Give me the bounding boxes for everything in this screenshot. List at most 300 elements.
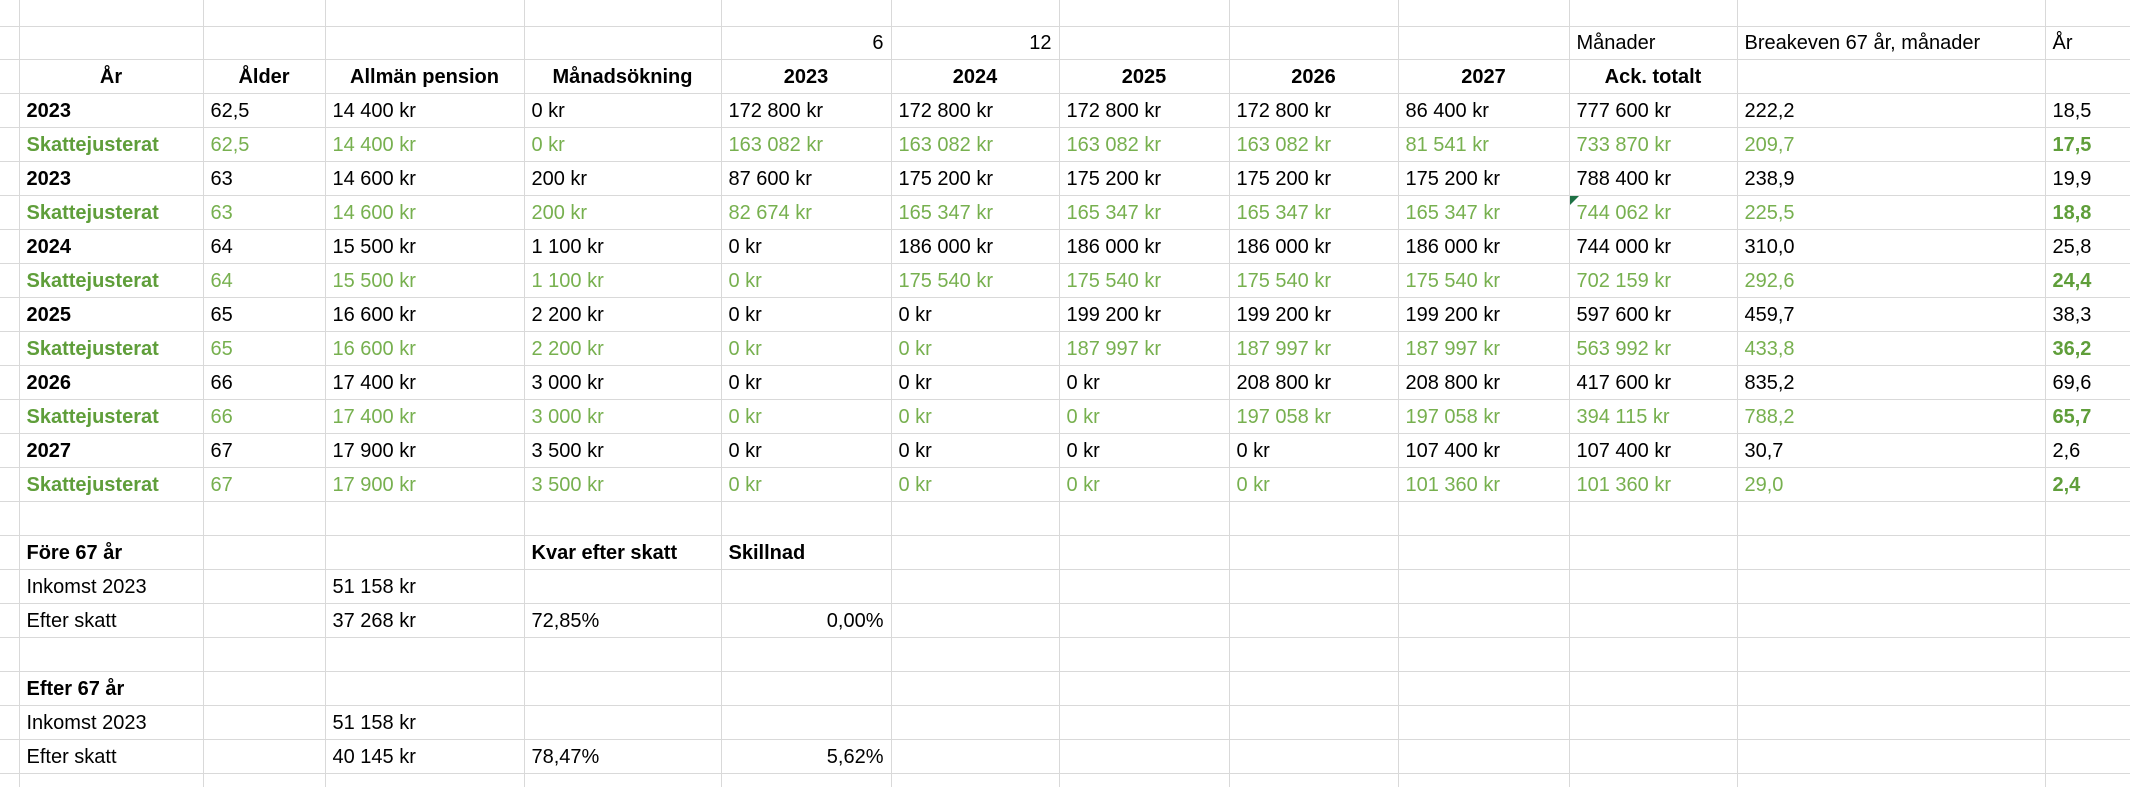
cell[interactable] — [325, 536, 524, 570]
cell[interactable] — [524, 502, 721, 536]
cell[interactable]: 175 200 kr — [1398, 162, 1569, 196]
cell[interactable]: 37 268 kr — [325, 604, 524, 638]
cell[interactable] — [2045, 638, 2130, 672]
cell[interactable]: 186 000 kr — [1059, 230, 1229, 264]
cell[interactable]: 30,7 — [1737, 434, 2045, 468]
cell[interactable]: 0 kr — [721, 332, 891, 366]
cell[interactable]: 175 540 kr — [891, 264, 1059, 298]
cell[interactable]: 1 100 kr — [524, 264, 721, 298]
cell[interactable]: 17 400 kr — [325, 366, 524, 400]
cell[interactable] — [524, 774, 721, 788]
cell[interactable]: 65 — [203, 298, 325, 332]
cell[interactable]: 788,2 — [1737, 400, 2045, 434]
cell[interactable] — [1737, 0, 2045, 27]
cell[interactable] — [1229, 672, 1398, 706]
cell[interactable]: 175 200 kr — [891, 162, 1059, 196]
cell[interactable]: 597 600 kr — [1569, 298, 1737, 332]
cell[interactable]: Kvar efter skatt — [524, 536, 721, 570]
cell[interactable]: 1 100 kr — [524, 230, 721, 264]
cell[interactable] — [203, 0, 325, 27]
cell[interactable]: 2023 — [19, 162, 203, 196]
cell[interactable]: 0 kr — [1229, 434, 1398, 468]
cell[interactable] — [891, 502, 1059, 536]
cell[interactable]: 69,6 — [2045, 366, 2130, 400]
cell[interactable] — [1398, 27, 1569, 60]
cell[interactable]: 197 058 kr — [1398, 400, 1569, 434]
cell[interactable] — [1229, 604, 1398, 638]
cell[interactable]: 0 kr — [524, 128, 721, 162]
cell[interactable] — [0, 672, 19, 706]
cell[interactable] — [0, 128, 19, 162]
cell[interactable] — [203, 638, 325, 672]
cell[interactable]: Ack. totalt — [1569, 60, 1737, 94]
cell[interactable]: 2,6 — [2045, 434, 2130, 468]
cell[interactable] — [203, 502, 325, 536]
cell[interactable] — [1569, 536, 1737, 570]
cell[interactable]: 17 400 kr — [325, 400, 524, 434]
cell[interactable]: Ålder — [203, 60, 325, 94]
cell[interactable]: Skattejusterat — [19, 196, 203, 230]
cell[interactable] — [0, 196, 19, 230]
cell[interactable] — [524, 0, 721, 27]
cell[interactable] — [1059, 604, 1229, 638]
cell[interactable] — [524, 706, 721, 740]
cell[interactable] — [1569, 570, 1737, 604]
cell[interactable]: 63 — [203, 162, 325, 196]
cell[interactable] — [325, 672, 524, 706]
cell[interactable]: 165 347 kr — [891, 196, 1059, 230]
cell[interactable] — [891, 638, 1059, 672]
cell[interactable] — [1569, 604, 1737, 638]
cell[interactable] — [1059, 672, 1229, 706]
cell[interactable] — [1398, 740, 1569, 774]
cell[interactable] — [891, 774, 1059, 788]
cell[interactable] — [1229, 570, 1398, 604]
cell[interactable] — [0, 434, 19, 468]
cell[interactable]: 17 900 kr — [325, 434, 524, 468]
cell[interactable] — [0, 468, 19, 502]
cell[interactable] — [203, 604, 325, 638]
cell[interactable]: 0 kr — [891, 400, 1059, 434]
cell[interactable]: 0,00% — [721, 604, 891, 638]
cell[interactable] — [203, 672, 325, 706]
cell[interactable]: 19,9 — [2045, 162, 2130, 196]
cell[interactable]: 29,0 — [1737, 468, 2045, 502]
cell[interactable] — [0, 502, 19, 536]
cell[interactable] — [891, 604, 1059, 638]
cell[interactable]: År — [19, 60, 203, 94]
cell[interactable]: 107 400 kr — [1398, 434, 1569, 468]
cell[interactable]: 2026 — [19, 366, 203, 400]
cell[interactable] — [1398, 536, 1569, 570]
cell[interactable]: 187 997 kr — [1059, 332, 1229, 366]
cell[interactable] — [721, 672, 891, 706]
cell[interactable]: 163 082 kr — [1059, 128, 1229, 162]
cell[interactable]: 733 870 kr — [1569, 128, 1737, 162]
cell[interactable]: 172 800 kr — [1229, 94, 1398, 128]
cell[interactable]: 16 600 kr — [325, 332, 524, 366]
cell[interactable]: 187 997 kr — [1398, 332, 1569, 366]
cell[interactable] — [0, 774, 19, 788]
cell[interactable] — [1229, 706, 1398, 740]
cell[interactable] — [1398, 570, 1569, 604]
cell[interactable]: 15 500 kr — [325, 230, 524, 264]
cell[interactable] — [19, 0, 203, 27]
cell[interactable] — [0, 94, 19, 128]
cell[interactable] — [1398, 638, 1569, 672]
cell[interactable]: 199 200 kr — [1229, 298, 1398, 332]
cell[interactable] — [1229, 0, 1398, 27]
cell[interactable]: 187 997 kr — [1229, 332, 1398, 366]
cell[interactable] — [1229, 740, 1398, 774]
cell[interactable]: 394 115 kr — [1569, 400, 1737, 434]
cell[interactable] — [1737, 740, 2045, 774]
cell[interactable]: 0 kr — [1059, 366, 1229, 400]
cell[interactable] — [1737, 638, 2045, 672]
cell[interactable]: 197 058 kr — [1229, 400, 1398, 434]
cell[interactable] — [0, 0, 19, 27]
cell[interactable] — [325, 638, 524, 672]
cell[interactable] — [203, 536, 325, 570]
cell[interactable]: Inkomst 2023 — [19, 570, 203, 604]
cell[interactable] — [19, 774, 203, 788]
cell[interactable] — [2045, 774, 2130, 788]
cell[interactable] — [1737, 502, 2045, 536]
cell[interactable] — [2045, 0, 2130, 27]
cell[interactable] — [0, 366, 19, 400]
cell[interactable] — [1059, 740, 1229, 774]
cell[interactable] — [1569, 0, 1737, 27]
cell[interactable]: 3 000 kr — [524, 366, 721, 400]
cell[interactable]: 165 347 kr — [1398, 196, 1569, 230]
cell[interactable]: Allmän pension — [325, 60, 524, 94]
cell[interactable]: 5,62% — [721, 740, 891, 774]
cell[interactable]: 200 kr — [524, 162, 721, 196]
cell[interactable]: 835,2 — [1737, 366, 2045, 400]
cell[interactable] — [1737, 706, 2045, 740]
cell[interactable]: 0 kr — [891, 332, 1059, 366]
cell[interactable] — [0, 706, 19, 740]
cell[interactable]: Efter skatt — [19, 740, 203, 774]
cell[interactable]: 3 500 kr — [524, 434, 721, 468]
cell[interactable] — [0, 740, 19, 774]
cell[interactable] — [1059, 502, 1229, 536]
cell[interactable] — [891, 706, 1059, 740]
cell[interactable]: 208 800 kr — [1229, 366, 1398, 400]
cell[interactable]: Breakeven 67 år, månader — [1737, 27, 2045, 60]
cell[interactable]: 459,7 — [1737, 298, 2045, 332]
cell[interactable]: 175 540 kr — [1398, 264, 1569, 298]
cell[interactable]: 0 kr — [891, 366, 1059, 400]
cell[interactable]: 417 600 kr — [1569, 366, 1737, 400]
cell[interactable] — [2045, 570, 2130, 604]
cell[interactable]: 0 kr — [891, 468, 1059, 502]
cell[interactable]: 2023 — [19, 94, 203, 128]
cell[interactable]: 40 145 kr — [325, 740, 524, 774]
cell[interactable]: 2,4 — [2045, 468, 2130, 502]
cell[interactable]: 2025 — [1059, 60, 1229, 94]
cell[interactable]: 18,8 — [2045, 196, 2130, 230]
cell[interactable]: 175 200 kr — [1059, 162, 1229, 196]
cell[interactable] — [0, 332, 19, 366]
cell[interactable]: 744 062 kr — [1569, 196, 1737, 230]
cell[interactable]: 66 — [203, 366, 325, 400]
cell[interactable] — [1398, 706, 1569, 740]
cell[interactable]: Månadsökning — [524, 60, 721, 94]
cell[interactable]: 81 541 kr — [1398, 128, 1569, 162]
cell[interactable]: 199 200 kr — [1059, 298, 1229, 332]
cell[interactable] — [0, 162, 19, 196]
cell[interactable]: 15 500 kr — [325, 264, 524, 298]
cell[interactable]: 12 — [891, 27, 1059, 60]
cell[interactable] — [1737, 604, 2045, 638]
cell[interactable] — [0, 604, 19, 638]
cell[interactable]: 163 082 kr — [721, 128, 891, 162]
cell[interactable] — [721, 706, 891, 740]
cell[interactable]: Skattejusterat — [19, 128, 203, 162]
cell[interactable] — [2045, 706, 2130, 740]
cell[interactable]: 186 000 kr — [1229, 230, 1398, 264]
cell[interactable] — [1059, 27, 1229, 60]
cell[interactable]: 0 kr — [891, 298, 1059, 332]
cell[interactable] — [524, 570, 721, 604]
cell[interactable]: 2027 — [19, 434, 203, 468]
cell[interactable] — [0, 60, 19, 94]
cell[interactable] — [0, 298, 19, 332]
cell[interactable]: 200 kr — [524, 196, 721, 230]
cell[interactable]: 0 kr — [891, 434, 1059, 468]
cell[interactable]: 744 000 kr — [1569, 230, 1737, 264]
cell[interactable]: 2 200 kr — [524, 332, 721, 366]
cell[interactable] — [203, 740, 325, 774]
cell[interactable]: Före 67 år — [19, 536, 203, 570]
cell[interactable]: 2 200 kr — [524, 298, 721, 332]
cell[interactable]: 101 360 kr — [1569, 468, 1737, 502]
cell[interactable]: 14 400 kr — [325, 94, 524, 128]
cell[interactable] — [1229, 536, 1398, 570]
cell[interactable] — [0, 570, 19, 604]
cell[interactable] — [891, 672, 1059, 706]
cell[interactable] — [891, 570, 1059, 604]
cell[interactable]: 0 kr — [524, 94, 721, 128]
cell[interactable]: Skattejusterat — [19, 400, 203, 434]
cell[interactable]: År — [2045, 27, 2130, 60]
cell[interactable] — [203, 774, 325, 788]
cell[interactable] — [524, 638, 721, 672]
cell[interactable] — [1398, 0, 1569, 27]
cell[interactable]: 2026 — [1229, 60, 1398, 94]
cell[interactable]: 14 600 kr — [325, 196, 524, 230]
cell[interactable] — [1059, 570, 1229, 604]
cell[interactable]: 186 000 kr — [1398, 230, 1569, 264]
cell[interactable] — [1737, 60, 2045, 94]
cell[interactable]: 172 800 kr — [891, 94, 1059, 128]
cell[interactable]: 101 360 kr — [1398, 468, 1569, 502]
cell[interactable]: Inkomst 2023 — [19, 706, 203, 740]
cell[interactable]: 0 kr — [721, 468, 891, 502]
cell[interactable] — [0, 536, 19, 570]
cell[interactable] — [721, 570, 891, 604]
cell[interactable] — [721, 774, 891, 788]
cell[interactable]: 0 kr — [721, 434, 891, 468]
cell[interactable]: 72,85% — [524, 604, 721, 638]
cell[interactable] — [0, 27, 19, 60]
cell[interactable]: 175 540 kr — [1059, 264, 1229, 298]
cell[interactable] — [2045, 740, 2130, 774]
cell[interactable] — [0, 638, 19, 672]
cell[interactable]: 82 674 kr — [721, 196, 891, 230]
cell[interactable] — [1229, 27, 1398, 60]
cell[interactable] — [2045, 60, 2130, 94]
cell[interactable]: 563 992 kr — [1569, 332, 1737, 366]
cell[interactable]: 0 kr — [1059, 400, 1229, 434]
cell[interactable]: 2025 — [19, 298, 203, 332]
cell[interactable]: 172 800 kr — [721, 94, 891, 128]
cell[interactable]: 186 000 kr — [891, 230, 1059, 264]
cell[interactable] — [1398, 672, 1569, 706]
cell[interactable]: 24,4 — [2045, 264, 2130, 298]
cell[interactable] — [1569, 672, 1737, 706]
cell[interactable] — [1059, 774, 1229, 788]
cell[interactable]: 62,5 — [203, 128, 325, 162]
cell[interactable]: 63 — [203, 196, 325, 230]
cell[interactable]: 2024 — [19, 230, 203, 264]
cell[interactable] — [325, 502, 524, 536]
cell[interactable]: 209,7 — [1737, 128, 2045, 162]
cell[interactable] — [1737, 570, 2045, 604]
cell[interactable]: 86 400 kr — [1398, 94, 1569, 128]
cell[interactable] — [325, 0, 524, 27]
cell[interactable]: 107 400 kr — [1569, 434, 1737, 468]
cell[interactable]: Efter skatt — [19, 604, 203, 638]
cell[interactable]: 36,2 — [2045, 332, 2130, 366]
cell[interactable]: 2024 — [891, 60, 1059, 94]
cell[interactable]: Efter 67 år — [19, 672, 203, 706]
cell[interactable] — [1059, 638, 1229, 672]
cell[interactable] — [0, 264, 19, 298]
cell[interactable]: 16 600 kr — [325, 298, 524, 332]
cell[interactable] — [1059, 0, 1229, 27]
cell[interactable]: 163 082 kr — [891, 128, 1059, 162]
cell[interactable] — [203, 706, 325, 740]
cell[interactable] — [1569, 740, 1737, 774]
cell[interactable] — [891, 740, 1059, 774]
cell[interactable]: 175 540 kr — [1229, 264, 1398, 298]
cell[interactable]: Skillnad — [721, 536, 891, 570]
cell[interactable] — [203, 570, 325, 604]
cell[interactable] — [1737, 774, 2045, 788]
cell[interactable] — [1398, 604, 1569, 638]
cell[interactable]: 65,7 — [2045, 400, 2130, 434]
cell[interactable]: 87 600 kr — [721, 162, 891, 196]
cell[interactable]: 3 000 kr — [524, 400, 721, 434]
cell[interactable]: 17,5 — [2045, 128, 2130, 162]
cell[interactable] — [19, 502, 203, 536]
cell[interactable]: 0 kr — [721, 366, 891, 400]
cell[interactable] — [2045, 502, 2130, 536]
cell[interactable]: 65 — [203, 332, 325, 366]
cell[interactable] — [19, 27, 203, 60]
cell[interactable] — [721, 638, 891, 672]
cell[interactable]: 777 600 kr — [1569, 94, 1737, 128]
cell[interactable]: 0 kr — [721, 400, 891, 434]
cell[interactable]: 238,9 — [1737, 162, 2045, 196]
cell[interactable] — [203, 27, 325, 60]
cell[interactable]: 64 — [203, 230, 325, 264]
cell[interactable]: 0 kr — [721, 230, 891, 264]
cell[interactable] — [721, 502, 891, 536]
cell[interactable]: 165 347 kr — [1059, 196, 1229, 230]
cell[interactable]: 2023 — [721, 60, 891, 94]
cell[interactable]: 25,8 — [2045, 230, 2130, 264]
cell[interactable]: 163 082 kr — [1229, 128, 1398, 162]
cell[interactable] — [2045, 672, 2130, 706]
cell[interactable] — [0, 400, 19, 434]
cell[interactable]: Skattejusterat — [19, 264, 203, 298]
cell[interactable] — [1059, 706, 1229, 740]
cell[interactable]: 0 kr — [1059, 434, 1229, 468]
cell[interactable] — [2045, 604, 2130, 638]
cell[interactable]: 6 — [721, 27, 891, 60]
cell[interactable]: 199 200 kr — [1398, 298, 1569, 332]
cell[interactable] — [1569, 706, 1737, 740]
cell[interactable] — [19, 638, 203, 672]
cell[interactable] — [891, 536, 1059, 570]
cell[interactable]: 51 158 kr — [325, 570, 524, 604]
cell[interactable]: 62,5 — [203, 94, 325, 128]
cell[interactable]: 64 — [203, 264, 325, 298]
cell[interactable] — [1737, 672, 2045, 706]
cell[interactable]: 0 kr — [1059, 468, 1229, 502]
cell[interactable] — [1398, 502, 1569, 536]
cell[interactable]: 66 — [203, 400, 325, 434]
cell[interactable] — [524, 27, 721, 60]
cell[interactable]: Månader — [1569, 27, 1737, 60]
cell[interactable] — [0, 230, 19, 264]
cell[interactable] — [721, 0, 891, 27]
cell[interactable]: 78,47% — [524, 740, 721, 774]
cell[interactable]: 38,3 — [2045, 298, 2130, 332]
cell[interactable]: 225,5 — [1737, 196, 2045, 230]
cell[interactable]: 14 400 kr — [325, 128, 524, 162]
cell[interactable] — [1569, 774, 1737, 788]
cell[interactable]: 208 800 kr — [1398, 366, 1569, 400]
cell[interactable]: 433,8 — [1737, 332, 2045, 366]
cell[interactable]: 3 500 kr — [524, 468, 721, 502]
cell[interactable]: 175 200 kr — [1229, 162, 1398, 196]
cell[interactable] — [1229, 638, 1398, 672]
cell[interactable]: 17 900 kr — [325, 468, 524, 502]
cell[interactable] — [1229, 502, 1398, 536]
cell[interactable] — [1569, 638, 1737, 672]
cell[interactable] — [2045, 536, 2130, 570]
cell[interactable] — [524, 672, 721, 706]
cell[interactable]: 2027 — [1398, 60, 1569, 94]
cell[interactable]: Skattejusterat — [19, 332, 203, 366]
cell[interactable]: 67 — [203, 434, 325, 468]
cell[interactable] — [325, 774, 524, 788]
cell[interactable]: 14 600 kr — [325, 162, 524, 196]
cell[interactable] — [891, 0, 1059, 27]
cell[interactable] — [1737, 536, 2045, 570]
cell[interactable] — [1398, 774, 1569, 788]
cell[interactable]: 0 kr — [1229, 468, 1398, 502]
cell[interactable]: 0 kr — [721, 264, 891, 298]
cell[interactable]: 788 400 kr — [1569, 162, 1737, 196]
cell[interactable]: 51 158 kr — [325, 706, 524, 740]
cell[interactable]: Skattejusterat — [19, 468, 203, 502]
cell[interactable] — [1569, 502, 1737, 536]
